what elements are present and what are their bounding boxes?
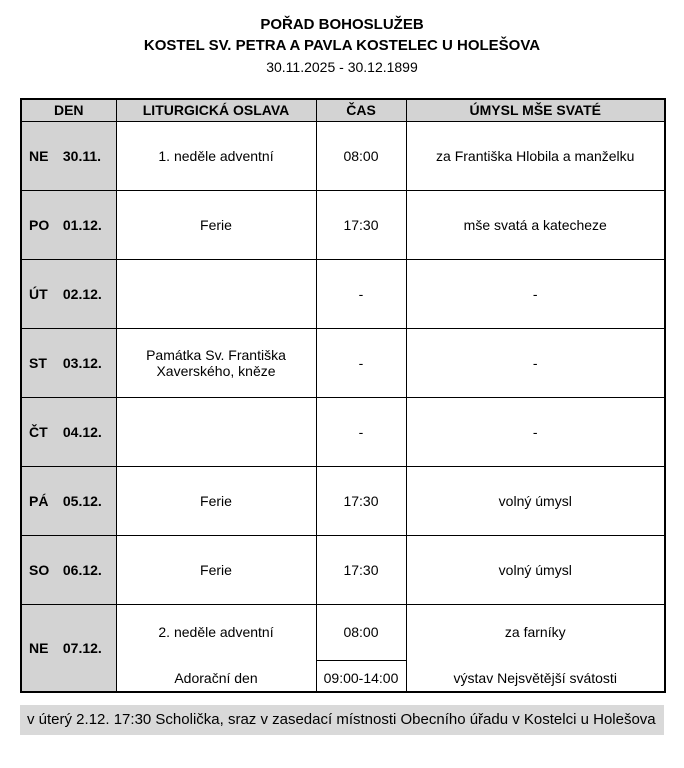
- cell-umysl: -: [406, 397, 665, 466]
- day-abbr: ČT: [29, 423, 48, 440]
- day-abbr: PÁ: [29, 492, 49, 509]
- cell-cas: -: [316, 397, 406, 466]
- cell-cas-sub: 09:00-14:00: [316, 660, 406, 692]
- day-abbr: ÚT: [29, 285, 48, 302]
- cell-cas: -: [316, 259, 406, 328]
- cell-umysl: mše svatá a katecheze: [406, 190, 665, 259]
- schedule-table: [20, 98, 666, 693]
- cell-den: [21, 466, 116, 535]
- cell-oslava: 1. neděle adventní: [116, 121, 316, 190]
- table-row: [21, 190, 665, 259]
- cell-den: [21, 121, 116, 190]
- table-header-row: [21, 99, 665, 121]
- col-header-cas: ČAS: [316, 99, 406, 121]
- col-header-den: DEN: [21, 99, 116, 121]
- table-row: [21, 535, 665, 604]
- day-abbr: NE: [29, 147, 49, 164]
- day-date: 03.12.: [62, 354, 102, 371]
- cell-den: [21, 259, 116, 328]
- cell-oslava: Památka Sv. Františka Xaverského, kněze: [116, 328, 316, 397]
- cell-cas: -: [316, 328, 406, 397]
- cell-oslava: 2. neděle adventní: [116, 604, 316, 660]
- day-date: 30.11.: [62, 147, 102, 164]
- col-header-umysl: ÚMYSL MŠE SVATÉ: [406, 99, 665, 121]
- cell-den: [21, 328, 116, 397]
- day-date: 04.12.: [62, 423, 102, 440]
- cell-den: [21, 535, 116, 604]
- cell-oslava-sub: Adorační den: [116, 660, 316, 692]
- cell-oslava: Ferie: [116, 535, 316, 604]
- table-row: [21, 397, 665, 466]
- page-subtitle: KOSTEL SV. PETRA A PAVLA KOSTELEC U HOLEŠOVA: [143, 37, 541, 54]
- cell-umysl: volný úmysl: [406, 466, 665, 535]
- day-date: 07.12.: [62, 639, 102, 656]
- cell-cas: 17:30: [316, 535, 406, 604]
- table-row: [21, 328, 665, 397]
- day-abbr: PO: [29, 216, 50, 233]
- cell-oslava: Ferie: [116, 190, 316, 259]
- day-date: 02.12.: [62, 285, 102, 302]
- table-subrow: [21, 660, 665, 692]
- table-row: [21, 121, 665, 190]
- table-row: [21, 259, 665, 328]
- cell-den: [21, 190, 116, 259]
- page-title: POŘAD BOHOSLUŽEB: [260, 16, 424, 33]
- cell-umysl-sub: výstav Nejsvětější svátosti: [406, 660, 665, 692]
- day-abbr: ST: [29, 354, 47, 371]
- col-header-oslava: LITURGICKÁ OSLAVA: [116, 99, 316, 121]
- cell-umysl: -: [406, 328, 665, 397]
- table-row: [21, 604, 665, 660]
- document-header: [20, 14, 664, 78]
- table-row: [21, 466, 665, 535]
- day-date: 01.12.: [62, 216, 102, 233]
- cell-umysl: -: [406, 259, 665, 328]
- date-range: 30.11.2025 - 30.12.1899: [266, 59, 418, 75]
- day-abbr: SO: [29, 561, 50, 578]
- cell-cas: 17:30: [316, 466, 406, 535]
- cell-den: [21, 604, 116, 692]
- cell-oslava: Ferie: [116, 466, 316, 535]
- cell-umysl: za Františka Hlobila a manželku: [406, 121, 665, 190]
- cell-cas: 17:30: [316, 190, 406, 259]
- footer-note: v úterý 2.12. 17:30 Scholička, sraz v zasedací místnosti Obecního úřadu v Kostelci u Holešova: [20, 705, 664, 735]
- cell-cas: 08:00: [316, 121, 406, 190]
- day-abbr: NE: [29, 639, 49, 656]
- day-date: 06.12.: [62, 561, 102, 578]
- day-date: 05.12.: [62, 492, 102, 509]
- cell-oslava: [116, 397, 316, 466]
- cell-oslava: [116, 259, 316, 328]
- cell-cas: 08:00: [316, 604, 406, 660]
- cell-den: [21, 397, 116, 466]
- cell-umysl: za farníky: [406, 604, 665, 660]
- cell-umysl: volný úmysl: [406, 535, 665, 604]
